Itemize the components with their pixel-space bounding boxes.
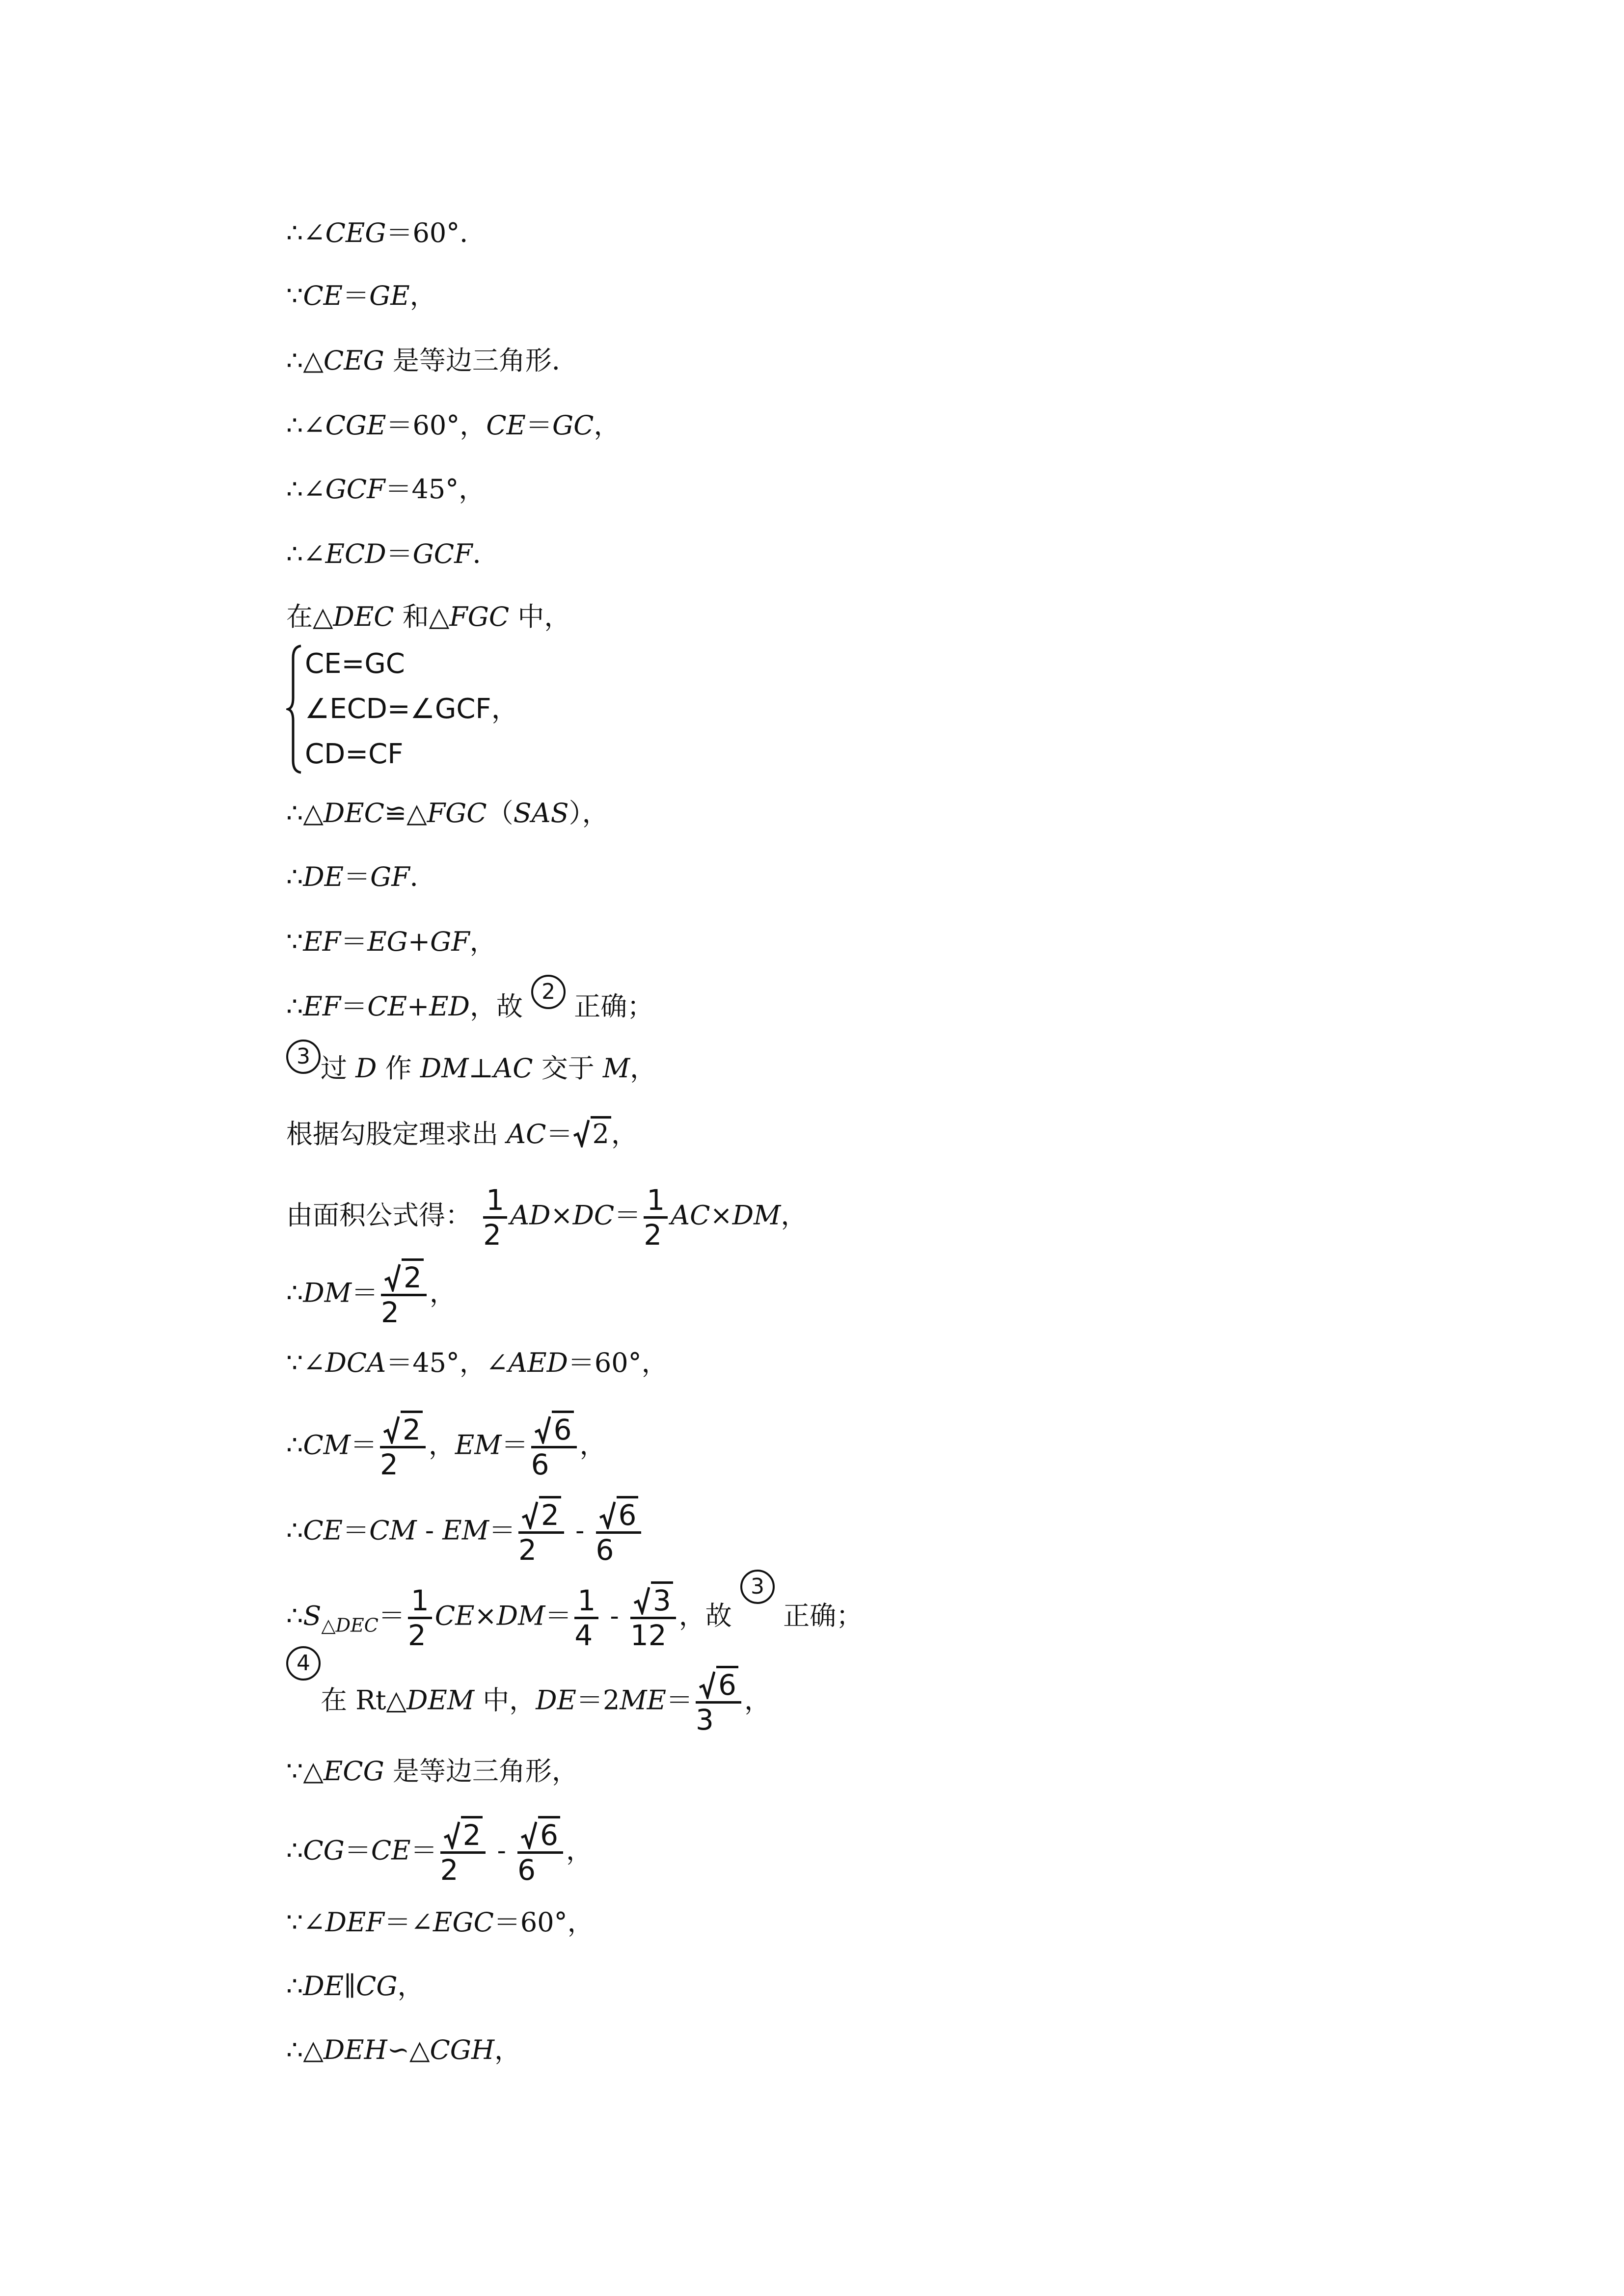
line-5: ∴∠GCF＝45°，: [286, 474, 486, 505]
equation-system: [286, 643, 630, 775]
line-14: 由面积公式得： $\frac{1}{2}$ AD×DC＝ $\frac{1}{2}$ AC×DM，: [286, 1183, 808, 1252]
radical-icon: [633, 1586, 650, 1615]
line-23: ∵∠DEF＝∠EGC＝60°，: [286, 1907, 594, 1938]
line-18: ∴CE＝CM - EM＝ $\frac{2}{2}$ - $\frac{6}{6}$: [286, 1499, 644, 1566]
line-17: ∴CM＝ $\frac{2}{2}$ ，EM＝ $\frac{6}{6}$ ，: [286, 1414, 606, 1481]
line-7: 在△DEC 和△FGC 中，: [286, 601, 571, 632]
line-15: ∴DM＝ $\frac{2}{2}$ ，: [286, 1261, 456, 1329]
radical-icon: [383, 1415, 400, 1444]
line-1: ∴∠CEG＝60°．: [286, 217, 487, 248]
line-22: ∴CG＝CE＝ $\frac{2}{2}$ - $\frac{6}{6}$ ，: [286, 1819, 593, 1886]
line-20: 4在 Rt△DEM 中，DE＝2ME＝ $\frac{6}{3}$ ，: [286, 1669, 771, 1736]
fraction-sqrt6-over-6: $\frac{6}{6}$: [596, 1499, 642, 1566]
line-6: ∴∠ECD＝GCF．: [286, 538, 499, 569]
fraction-one-quarter: $\frac{1}{4}$: [574, 1584, 598, 1652]
radical-icon: [534, 1415, 551, 1444]
line-2: ∵CE＝GE，: [286, 280, 436, 311]
circled-number-4: 4: [286, 1646, 321, 1681]
circled-number-3: 3: [286, 1040, 321, 1074]
fraction-sqrt2-over-2: $\frac{2}{2}$: [380, 1414, 426, 1481]
fraction-sqrt6-over-3: $\frac{6}{3}$: [696, 1669, 741, 1736]
line-12: 3 过 D 作 DM⊥AC 交于 M，: [286, 1051, 656, 1086]
fraction-sqrt2-over-2: $\frac{2}{2}$: [381, 1261, 427, 1329]
line-13: 根据勾股定理求出 AC＝ 2，: [286, 1117, 638, 1151]
circled-number-3: 3: [740, 1570, 775, 1604]
line-11: ∴EF＝CE+ED，故 2 正确；: [286, 989, 653, 1024]
radical-icon: [573, 1119, 590, 1148]
line-3: ∴△CEG 是等边三角形．: [286, 345, 578, 376]
radical-icon: [599, 1501, 616, 1529]
fraction-sqrt6-over-6: $\frac{6}{6}$: [531, 1414, 577, 1481]
fraction-sqrt2-over-2: $\frac{2}{2}$: [518, 1499, 564, 1566]
fraction-sqrt2-over-2: $\frac{2}{2}$: [440, 1819, 486, 1886]
sqrt-2: 2: [573, 1117, 611, 1151]
radical-icon: [520, 1821, 537, 1849]
system-row-2: ∠ECD=∠GCF，: [305, 693, 519, 725]
radical-icon: [443, 1821, 460, 1849]
system-row-1: CE=GC: [305, 648, 405, 680]
fraction-sqrt6-over-6: $\frac{6}{6}$: [517, 1819, 563, 1886]
circled-number-2: 2: [531, 975, 566, 1009]
radical-icon: [384, 1263, 401, 1292]
fraction-one-half: $\frac{1}{2}$: [483, 1184, 507, 1251]
fraction-one-half: $\frac{1}{2}$: [408, 1584, 432, 1652]
line-21: ∵△ECG 是等边三角形，: [286, 1756, 578, 1787]
line-8: ∴△DEC≌△FGC（SAS），: [286, 798, 609, 828]
fraction-sqrt3-over-12: $\frac{3}{12}$: [630, 1584, 676, 1652]
radical-icon: [521, 1501, 538, 1529]
line-24: ∴DE∥CG，: [286, 1971, 424, 2002]
line-19: $\therefore S_{\triangle DEC}=$ $\frac{1}{2}$ CE×DM＝ $\frac{1}{4}$ - $\frac{3}{12}$ ，故 3 正确；: [286, 1584, 863, 1652]
line-16: ∵∠DCA＝45°，∠AED＝60°，: [286, 1347, 668, 1378]
line-25: ∴△DEH∽△CGH，: [286, 2034, 521, 2065]
radical-icon: [699, 1671, 715, 1699]
left-brace-icon: [286, 643, 306, 775]
line-10: ∵EF＝EG+GF，: [286, 926, 496, 957]
line-9: ∴DE＝GF．: [286, 861, 436, 892]
system-row-3: CD=CF: [305, 738, 404, 770]
fraction-one-half: $\frac{1}{2}$: [644, 1184, 668, 1251]
line-4: ∴∠CGE＝60°，CE＝GC，: [286, 410, 621, 441]
